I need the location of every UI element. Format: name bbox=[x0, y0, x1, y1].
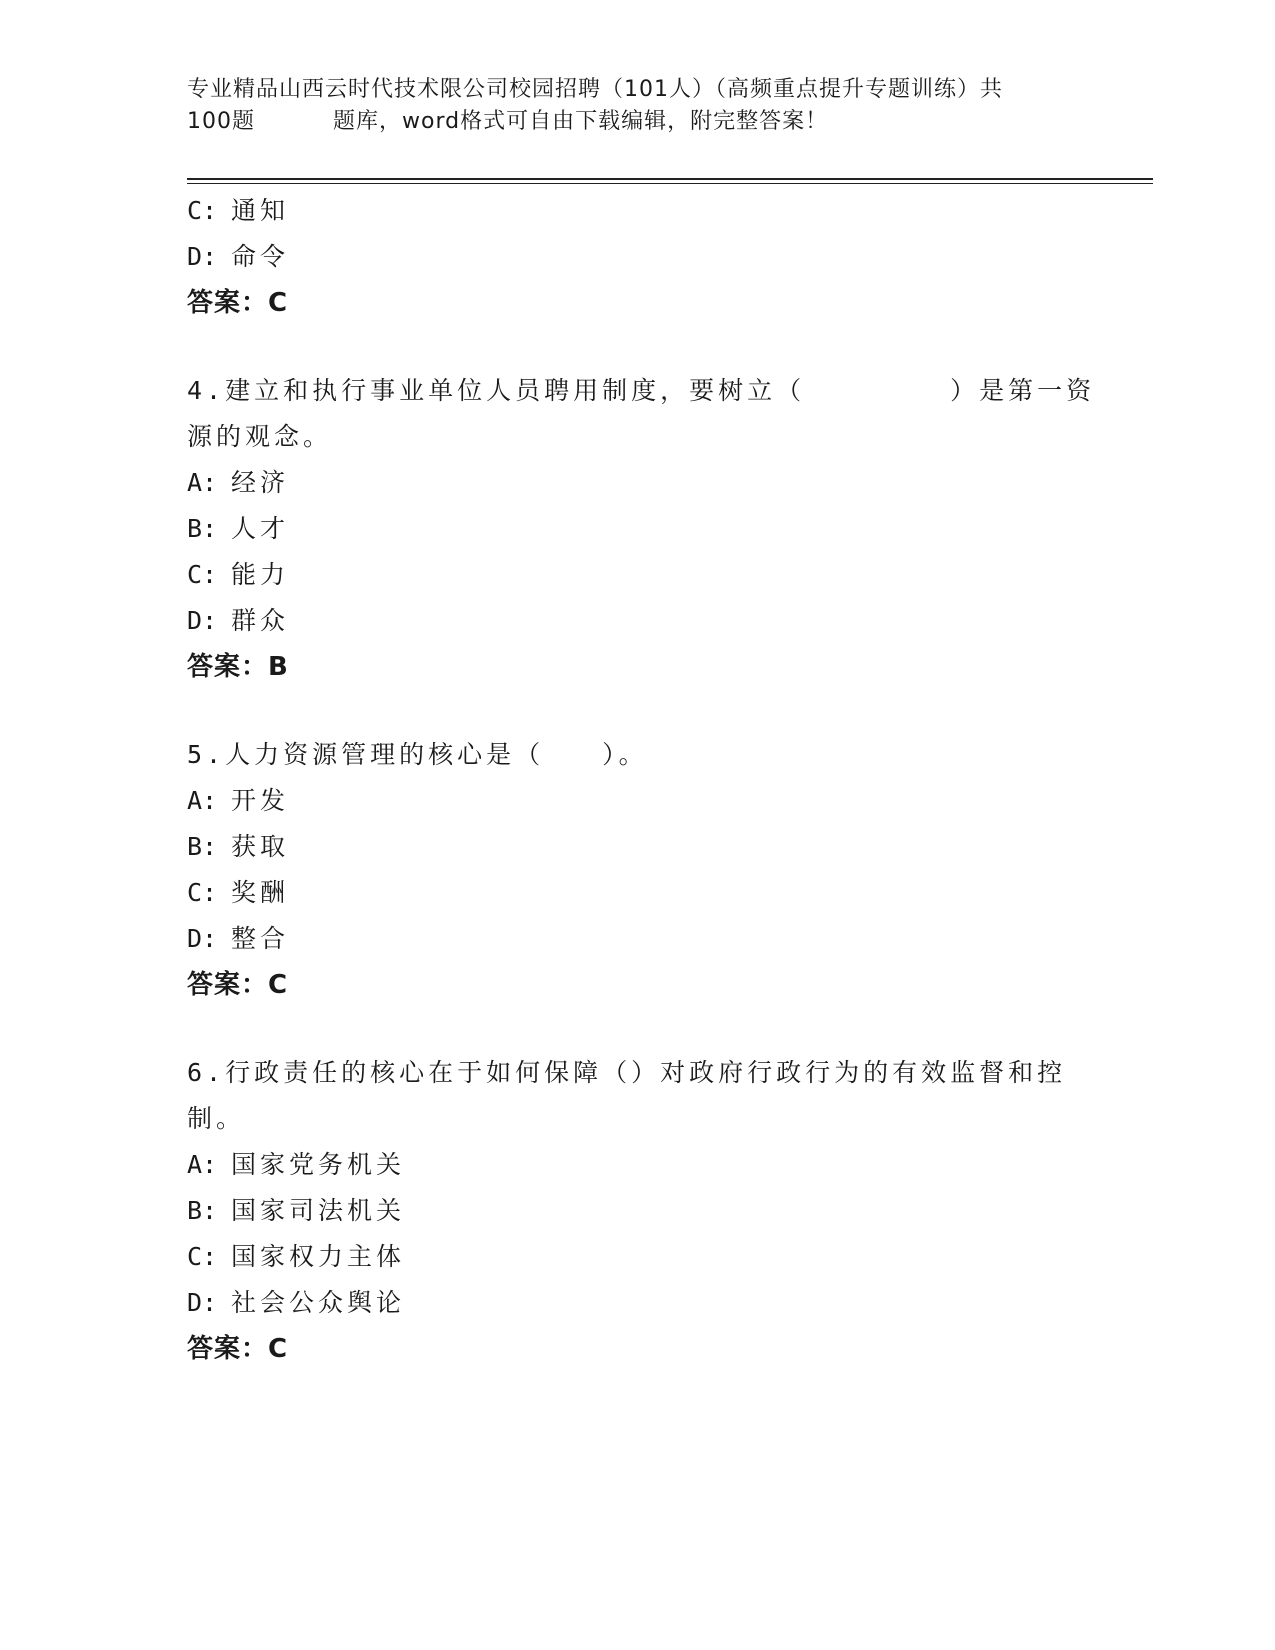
question-list bbox=[187, 188, 1096, 1372]
option-d: D: 整合 bbox=[187, 924, 290, 953]
header-divider-thin bbox=[187, 183, 1153, 184]
answer-line: 答案：C bbox=[187, 970, 289, 1000]
question-6 bbox=[187, 1050, 1087, 1372]
header-title-line-2 bbox=[187, 106, 1087, 138]
option-c: C: 能力 bbox=[187, 560, 290, 589]
option-d: D: 命令 bbox=[187, 242, 290, 271]
option-a: A: 国家党务机关 bbox=[187, 1150, 406, 1179]
option-c: C: 通知 bbox=[187, 196, 290, 225]
question-stem-line-2: 制。 bbox=[187, 1104, 246, 1133]
header-title-line-1: 专业精品山西云时代技术限公司校园招聘（101人）（高频重点提升专题训练）共 bbox=[187, 77, 1003, 102]
question-3-continued bbox=[187, 188, 1087, 326]
option-a: A: 开发 bbox=[187, 786, 290, 815]
option-b: B: 国家司法机关 bbox=[187, 1196, 406, 1225]
answer-line: 答案：B bbox=[187, 652, 289, 682]
question-stem-line-1: 6.行政责任的核心在于如何保障（）对政府行政行为的有效监督和控 bbox=[187, 1058, 1067, 1087]
option-b: B: 人才 bbox=[187, 514, 290, 543]
question-4 bbox=[187, 368, 1096, 690]
header-question-count: 100题 bbox=[187, 109, 255, 134]
answer-line: 答案：C bbox=[187, 1334, 289, 1364]
option-b: B: 获取 bbox=[187, 832, 290, 861]
question-5 bbox=[187, 732, 1087, 1008]
question-stem-line-1: 5.人力资源管理的核心是（ ）。 bbox=[187, 740, 648, 769]
option-c: C: 国家权力主体 bbox=[187, 1242, 406, 1271]
answer-line: 答案：C bbox=[187, 288, 289, 318]
page-header bbox=[187, 74, 1087, 138]
option-a: A: 经济 bbox=[187, 468, 290, 497]
header-description: 题库，word格式可自由下载编辑，附完整答案！ bbox=[333, 109, 829, 134]
question-stem-line-1: 4.建立和执行事业单位人员聘用制度，要树立（ ）是第一资 bbox=[187, 376, 1096, 405]
option-c: C: 奖酬 bbox=[187, 878, 290, 907]
question-stem-line-2: 源的观念。 bbox=[187, 422, 333, 451]
header-divider-thick bbox=[187, 178, 1153, 180]
option-d: D: 社会公众舆论 bbox=[187, 1288, 406, 1317]
option-d: D: 群众 bbox=[187, 606, 290, 635]
